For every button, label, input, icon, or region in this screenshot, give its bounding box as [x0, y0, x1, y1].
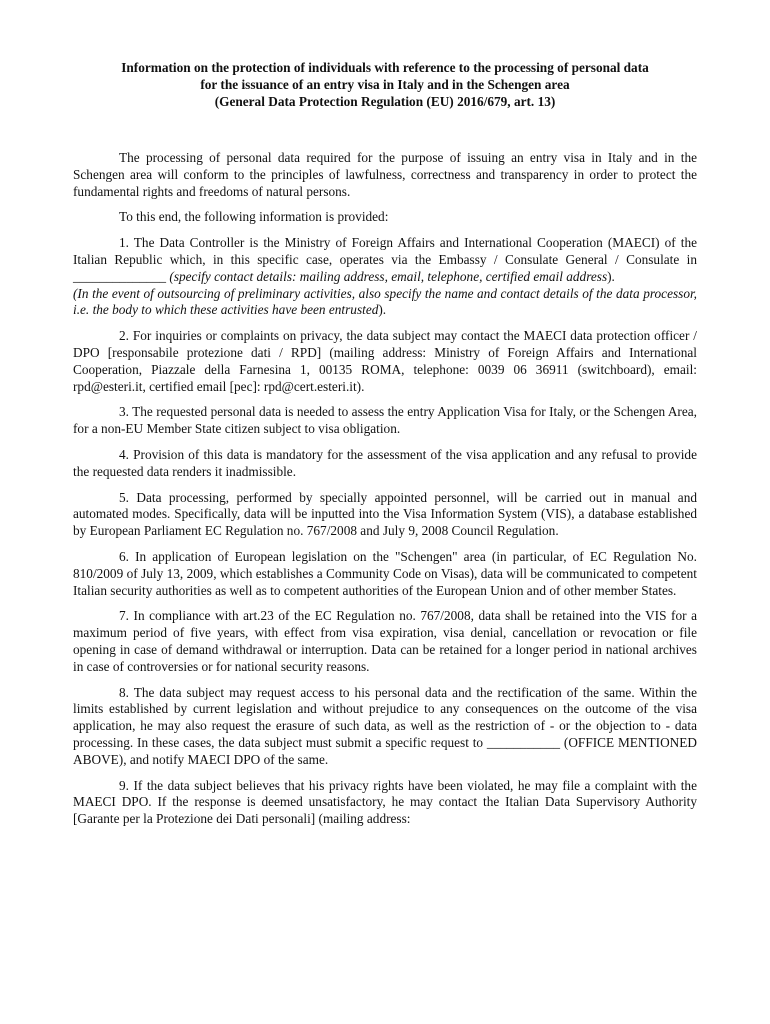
item-6-paragraph: 6. In application of European legislation on the "Schengen" area (in particular, of EC Regulation No. 810/2009 of July 13, 2009, which establishes a Community Code on Visas), data will be communicated to competent Italian security authorities as well as to competent authorities of the European Union and of other member States. [73, 548, 697, 598]
title-line-3: (General Data Protection Regulation (EU) 2016/679, art. 13) [214, 94, 556, 109]
item-4-paragraph: 4. Provision of this data is mandatory for the assessment of the visa application and any refusal to provide the requested data renders it inadmissible. [73, 446, 697, 479]
item-1-blank: ______________ [73, 268, 167, 284]
item-8-paragraph [73, 685, 697, 769]
item-1-note [73, 286, 697, 320]
intro-paragraph: The processing of personal data required for the purpose of issuing an entry visa in Italy and in the Schengen area will conform to the principles of lawfulness, correctness and transparency in order to protect the fundamental rights and freedoms of natural persons. [73, 150, 697, 199]
document-body [73, 150, 697, 828]
item-8-blank: ___________ [486, 734, 561, 750]
item-2-paragraph: 2. For inquiries or complaints on privacy, the data subject may contact the MAECI data protection officer / DPO [responsabile protezione dati / RPD] (mailing address: Ministry of Foreign Affairs and International Cooperation, Piazzale della Farnesina 1, 00135 ROMA, telephone: 0039 06 36911 (switchboard), email: rpd@esteri.it, certified email [pec]: rpd@cert.esteri.it). [73, 328, 697, 394]
item-1-italic: (specify contact details: mailing address, email, telephone, certified email address [166, 268, 608, 284]
item-3-paragraph: 3. The requested personal data is needed to assess the entry Application Visa for Italy, or the Schengen Area, for a non-EU Member State citizen subject to visa obligation. [73, 404, 697, 437]
item-7-paragraph: 7. In compliance with art.23 of the EC Regulation no. 767/2008, data shall be retained into the VIS for a maximum period of five years, with effect from visa expiration, visa denial, cancellation or revocation or file opening in case of demand withdrawal or interruption. Data can be retained for a longer period in national archives in case of controversies or for national security reasons. [73, 608, 697, 674]
item-1-note-text: (In the event of outsourcing of preliminary activities, also specify the name and contact details of the data processor, i.e. the body to which these activities have been entrusted [73, 285, 697, 318]
info-line: To this end, the following information is provided: [119, 209, 389, 225]
item-1-close: ). [607, 268, 615, 284]
item-5-paragraph: 5. Data processing, performed by specially appointed personnel, will be carried out in manual and automated modes. Specifically, data will be inputted into the Visa Information System (VIS), a database established by European Parliament EC Regulation no. 767/2008 and July 9, 2008 Council Regulation. [73, 489, 697, 539]
document-page [73, 59, 697, 837]
document-title [73, 59, 697, 110]
item-9-paragraph: 9. If the data subject believes that his privacy rights have been violated, he may file a complaint with the MAECI DPO. If the response is deemed unsatisfactory, he may contact the Italian Data Supervisory Authority [Garante per la Protezione dei Dati personali] (mailing address: [73, 777, 697, 827]
item-8-text: 8. The data subject may request access to his personal data and the rectification of the same. Within the limits established by current legislation and without prejudice to any consequences on the outcome of the visa application, he may also request the erasure of such data, as well as the restriction of - or the objection to - data processing. In these cases, the data subject must submit a specific request to [73, 684, 697, 750]
title-line-2: for the issuance of an entry visa in Italy and in the Schengen area [200, 77, 570, 92]
title-line-1: Information on the protection of individuals with reference to the processing of personal data [121, 60, 649, 75]
item-1-paragraph [73, 235, 697, 319]
item-1-text: 1. The Data Controller is the Ministry of Foreign Affairs and International Cooperation (MAECI) of the Italian Republic which, in this specific case, operates via the Embassy / Consulate General / Consulate in [73, 235, 697, 267]
item-8-tail: (OFFICE MENTIONED ABOVE), and notify MAECI DPO of the same. [73, 734, 697, 767]
item-1-note-close: ). [378, 302, 387, 318]
